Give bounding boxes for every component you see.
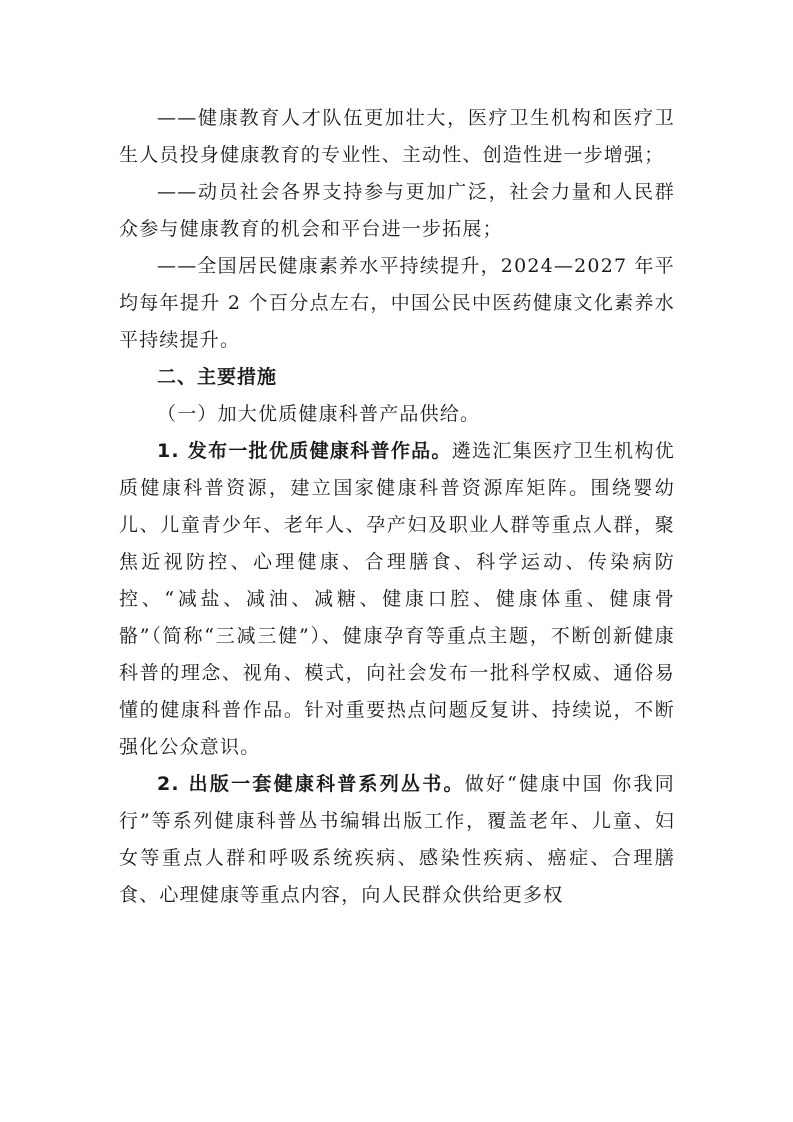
paragraph-talent-team: ——健康教育人才队伍更加壮大，医疗卫生机构和医疗卫生人员投身健康教育的专业性、主动性、创造性进一步增强； bbox=[119, 107, 675, 166]
paragraph-item-1 bbox=[119, 433, 675, 766]
paragraph-item-2 bbox=[119, 766, 675, 914]
item-2-body: 做好“健康中国 你我同行”等系列健康科普丛书编辑出版工作，覆盖老年、儿童、妇女等重点人群和呼吸系统疾病、感染性疾病、癌症、合理膳食、心理健康等重点内容，向人民群众供给更多权 bbox=[119, 773, 675, 906]
item-2-lead: 2. 出版一套健康科普系列丛书。 bbox=[157, 773, 465, 795]
subsection-heading-supply: （一）加大优质健康科普产品供给。 bbox=[157, 403, 481, 425]
item-1-body: 遴选汇集医疗卫生机构优质健康科普资源，建立国家健康科普资源库矩阵。围绕婴幼儿、儿童青少年、老年人、孕产妇及职业人群等重点人群，聚焦近视防控、心理健康、合理膳食、科学运动、传染病防控、“减盐、减油、减糖、健康口腔、健康体重、健康骨骼”（简称“三减三健”）、健康孕育等重点主题，不断创新健康科普的理念、视角、模式，向社会发布一批科学权威、通俗易懂的健康科普作品。针对重要热点问题反复讲、持续说，不断强化公众意识。 bbox=[119, 440, 675, 758]
section-heading-main-measures: 二、主要措施 bbox=[157, 366, 278, 388]
item-1-lead: 1. 发布一批优质健康科普作品。 bbox=[157, 440, 452, 462]
paragraph-health-literacy: ——全国居民健康素养水平持续提升，2024—2027 年平均每年提升 2 个百分点左右，中国公民中医药健康文化素养水平持续提升。 bbox=[119, 255, 675, 351]
document-body bbox=[119, 100, 675, 914]
paragraph-social-participation: ——动员社会各界支持参与更加广泛，社会力量和人民群众参与健康教育的机会和平台进一步拓展； bbox=[119, 181, 675, 240]
